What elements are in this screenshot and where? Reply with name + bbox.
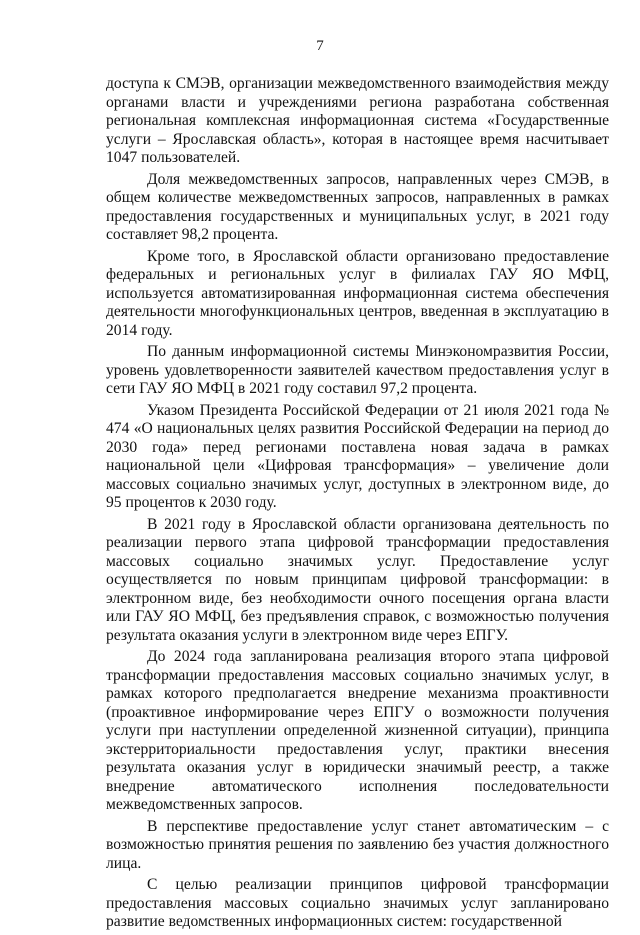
page-number: 7 (316, 38, 324, 54)
paragraph-second-stage: До 2024 года запланирована реализация второго этапа цифровой трансформации предоставления массовых социально значимых услуг, в рамках которого предполагается внедрение механизма проактивности (проактивное информирование через ЕПГУ о возможности получения услуги при наступлении определенной жизненной ситуации), принципа экстерриториальности предоставления услуг, практики внесения результата оказания услуг в юридически значимый реестр, а также внедрение автоматического исполнения последовательности межведомственных запросов. (106, 648, 609, 813)
paragraph-first-stage: В 2021 году в Ярославской области организована деятельность по реализации первого этапа цифровой трансформации предоставления массовых социально значимых услуг. Предоставление услуг осуществляется по новым принципам цифровой трансформации: в электронном виде, без необходимости очного посещения органа власти или ГАУ ЯО МФЦ, без предъявления справок, с возможностью получения результата оказания услуги в электронном виде через ЕПГУ. (106, 515, 609, 644)
paragraph-mfc-services: Кроме того, в Ярославской области организовано предоставление федеральных и региональных услуг в филиалах ГАУ ЯО МФЦ, используется автоматизированная информационная система обеспечения деятельности многофункциональных центров, введенная в эксплуатацию в 2014 году. (106, 247, 609, 339)
paragraph-satisfaction-level: По данным информационной системы Минэкономразвития России, уровень удовлетворенности заявителей качеством предоставления услуг в сети ГАУ ЯО МФЦ в 2021 году составил 97,2 процента. (106, 343, 609, 397)
paragraph-presidential-decree: Указом Президента Российской Федерации от 21 июля 2021 года № 474 «О национальных целях развития Российской Федерации на период до 2030 года» перед регионами поставлена новая задача в рамках национальной цели «Цифровая трансформация» – увеличение доли массовых социально значимых услуг, доступных в электронном виде, до 95 процентов к 2030 году. (106, 401, 609, 511)
document-body (106, 75, 609, 935)
paragraph-information-systems: С целью реализации принципов цифровой трансформации предоставления массовых социально значимых услуг запланировано развитие ведомственных информационных систем: государственной (106, 876, 609, 930)
paragraph-smev-share: Доля межведомственных запросов, направленных через СМЭВ, в общем количестве межведомственных запросов, направленных в рамках предоставления государственных и муниципальных услуг, в 2021 году составляет 98,2 процента. (106, 170, 609, 243)
paragraph-automatic-services: В перспективе предоставление услуг станет автоматическим – с возможностью принятия решения по заявлению без участия должностного лица. (106, 817, 609, 872)
paragraph-continuation: доступа к СМЭВ, организации межведомственного взаимодействия между органами власти и учреждениями региона разработана собственная региональная комплексная информационная система «Государственные услуги – Ярославская область», которая в настоящее время насчитывает 1047 пользователей. (106, 75, 609, 166)
